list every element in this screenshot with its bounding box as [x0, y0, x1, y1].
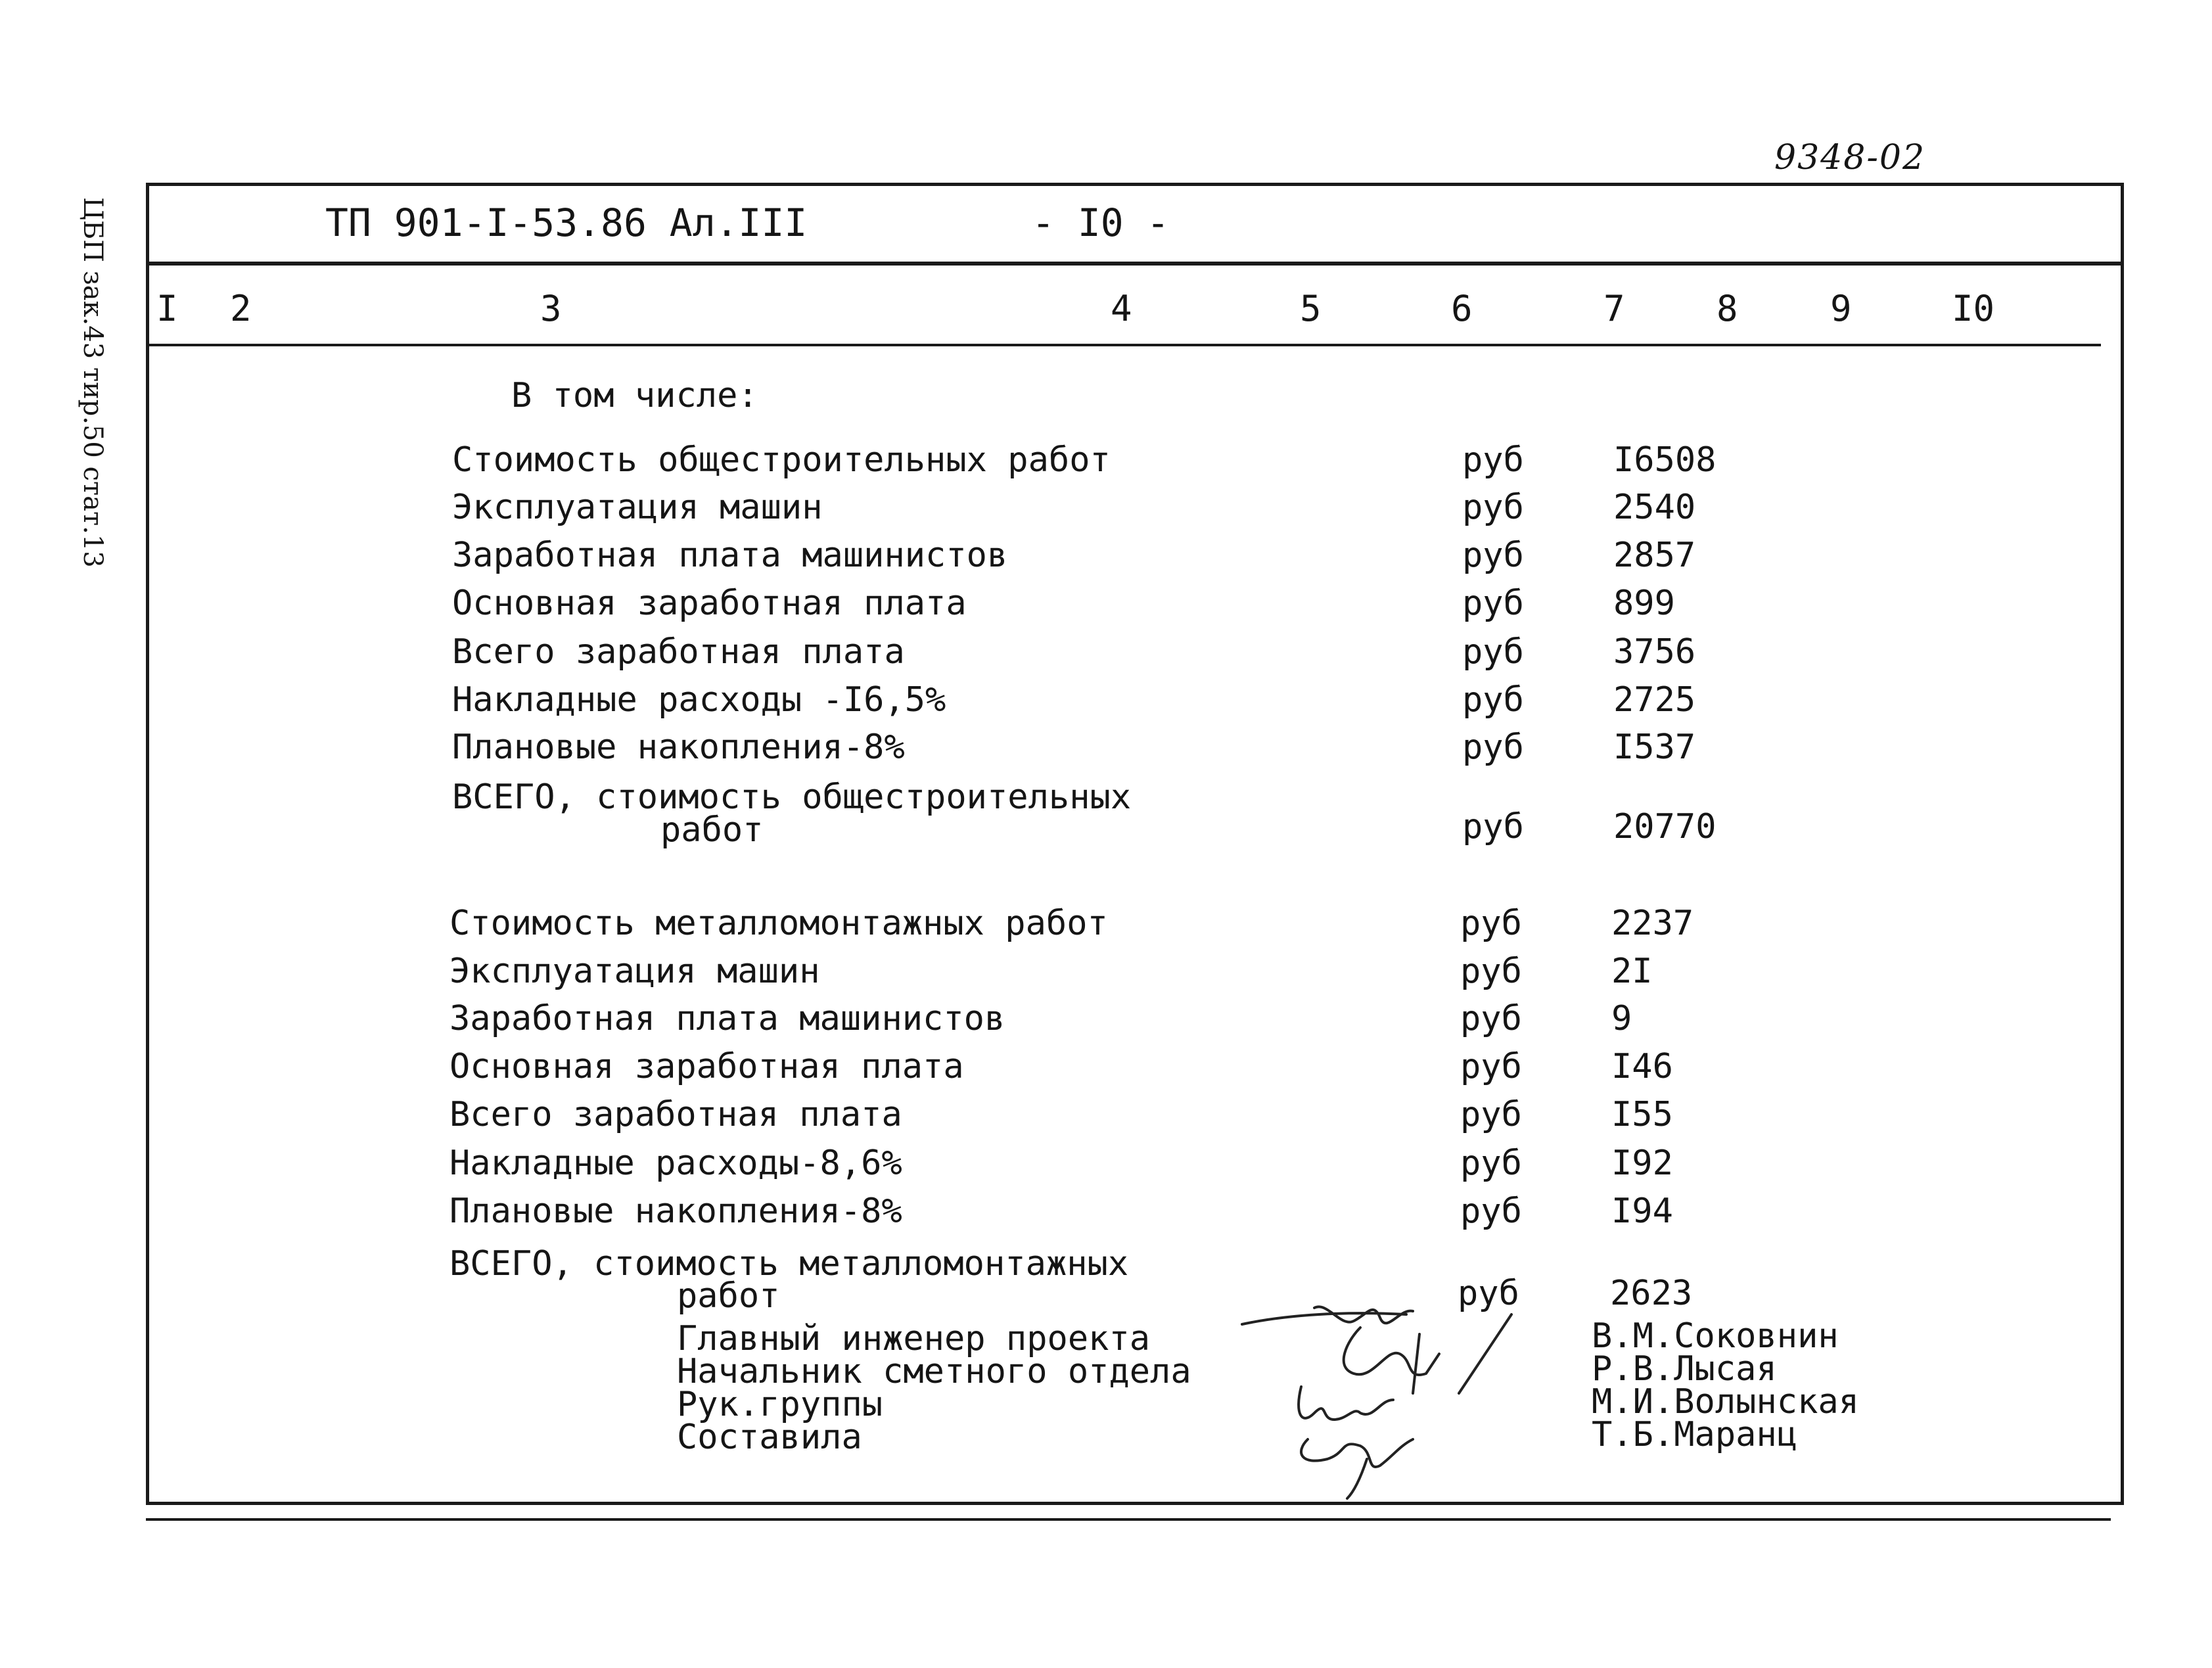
signature-stroke — [1301, 1439, 1413, 1498]
total-label-cont: работ — [660, 810, 764, 850]
total-value: 20770 — [1613, 807, 1717, 846]
total-value: 2623 — [1610, 1274, 1693, 1313]
total-unit: руб — [1462, 807, 1524, 846]
row-value: 2857 — [1613, 536, 1696, 575]
row-value: 9 — [1611, 999, 1632, 1038]
row-unit: руб — [1460, 999, 1522, 1038]
row-value: 2237 — [1611, 904, 1694, 943]
row-name: Основная заработная плата — [452, 584, 967, 623]
row-value: 2725 — [1613, 680, 1696, 720]
column-number: I0 — [1952, 288, 1995, 329]
column-number: 2 — [230, 288, 252, 329]
row-unit: руб — [1460, 952, 1522, 991]
row-unit: руб — [1462, 584, 1524, 623]
header-rule — [146, 262, 2124, 266]
column-number: 7 — [1603, 288, 1625, 329]
row-unit: руб — [1462, 488, 1524, 527]
row-unit: руб — [1460, 904, 1522, 943]
row-value: I94 — [1611, 1192, 1673, 1231]
signature-stroke — [1344, 1328, 1439, 1393]
row-name: Плановые накопления-8% — [449, 1192, 902, 1231]
row-name: Заработная плата машинистов — [449, 999, 1005, 1038]
row-value: I55 — [1611, 1095, 1673, 1134]
column-number: I — [156, 288, 178, 329]
row-value: I537 — [1613, 728, 1696, 767]
row-name: Заработная плата машинистов — [452, 536, 1008, 575]
signatory-name: М.И.Волынская — [1592, 1382, 1859, 1422]
row-value: 2540 — [1613, 488, 1696, 527]
column-number: 5 — [1300, 288, 1322, 329]
column-number: 8 — [1717, 288, 1738, 329]
row-name: Всего заработная плата — [452, 632, 905, 672]
page-number: - I0 - — [1032, 200, 1170, 245]
row-value: I6508 — [1613, 440, 1717, 480]
row-value: I92 — [1611, 1144, 1673, 1183]
bottom-rule — [146, 1518, 2111, 1521]
signature-stroke — [1459, 1314, 1511, 1393]
side-print-info: ЦБП зак.43 тир.50 стат.13 — [78, 197, 108, 568]
column-header-rule — [146, 344, 2101, 346]
row-unit: руб — [1460, 1095, 1522, 1134]
row-value: I46 — [1611, 1047, 1673, 1086]
handwritten-signatures — [1235, 1288, 1577, 1505]
signature-stroke — [1299, 1387, 1393, 1420]
row-unit: руб — [1462, 680, 1524, 720]
column-number: 6 — [1451, 288, 1473, 329]
row-value: 899 — [1613, 584, 1675, 623]
signatory-name: Р.В.Лысая — [1592, 1349, 1777, 1389]
row-name: Эксплуатация машин — [452, 488, 823, 527]
signatory-name: В.М.Соковнин — [1592, 1316, 1839, 1356]
row-name: Эксплуатация машин — [449, 952, 820, 991]
column-number: 3 — [540, 288, 562, 329]
row-name: Всего заработная плата — [449, 1095, 902, 1134]
stamp-number: 9348-02 — [1774, 138, 1926, 177]
row-name: Стоимость металломонтажных работ — [449, 904, 1108, 943]
document-code: ТП 901-I-53.86 Ал.III — [325, 200, 808, 245]
intro-label: В том числе: — [511, 376, 758, 415]
total-label: ВСЕГО, стоимость металломонтажных — [449, 1244, 1129, 1284]
row-name: Стоимость общестроительных работ — [452, 440, 1111, 480]
total-unit: руб — [1458, 1274, 1519, 1313]
row-value: 3756 — [1613, 632, 1696, 672]
signatory-role: Главный инженер проекта — [677, 1319, 1151, 1358]
row-value: 2I — [1611, 952, 1653, 991]
row-unit: руб — [1462, 440, 1524, 480]
row-unit: руб — [1460, 1144, 1522, 1183]
signature-stroke — [1242, 1307, 1413, 1324]
signatory-role: Рук.группы — [677, 1385, 883, 1424]
row-name: Накладные расходы -I6,5% — [452, 680, 946, 720]
row-unit: руб — [1460, 1047, 1522, 1086]
row-unit: руб — [1462, 632, 1524, 672]
signatory-role: Начальник сметного отдела — [677, 1352, 1191, 1391]
row-unit: руб — [1462, 728, 1524, 767]
signatory-role: Составила — [677, 1418, 862, 1457]
row-name: Плановые накопления-8% — [452, 728, 905, 767]
column-number: 4 — [1111, 288, 1132, 329]
row-unit: руб — [1460, 1192, 1522, 1231]
row-unit: руб — [1462, 536, 1524, 575]
total-label-cont: работ — [677, 1276, 780, 1316]
page-frame — [146, 183, 2124, 1505]
row-name: Накладные расходы-8,6% — [449, 1144, 902, 1183]
total-label: ВСЕГО, стоимость общестроительных — [452, 777, 1132, 817]
signatory-name: Т.Б.Маранц — [1592, 1415, 1798, 1454]
column-number: 9 — [1830, 288, 1852, 329]
row-name: Основная заработная плата — [449, 1047, 964, 1086]
